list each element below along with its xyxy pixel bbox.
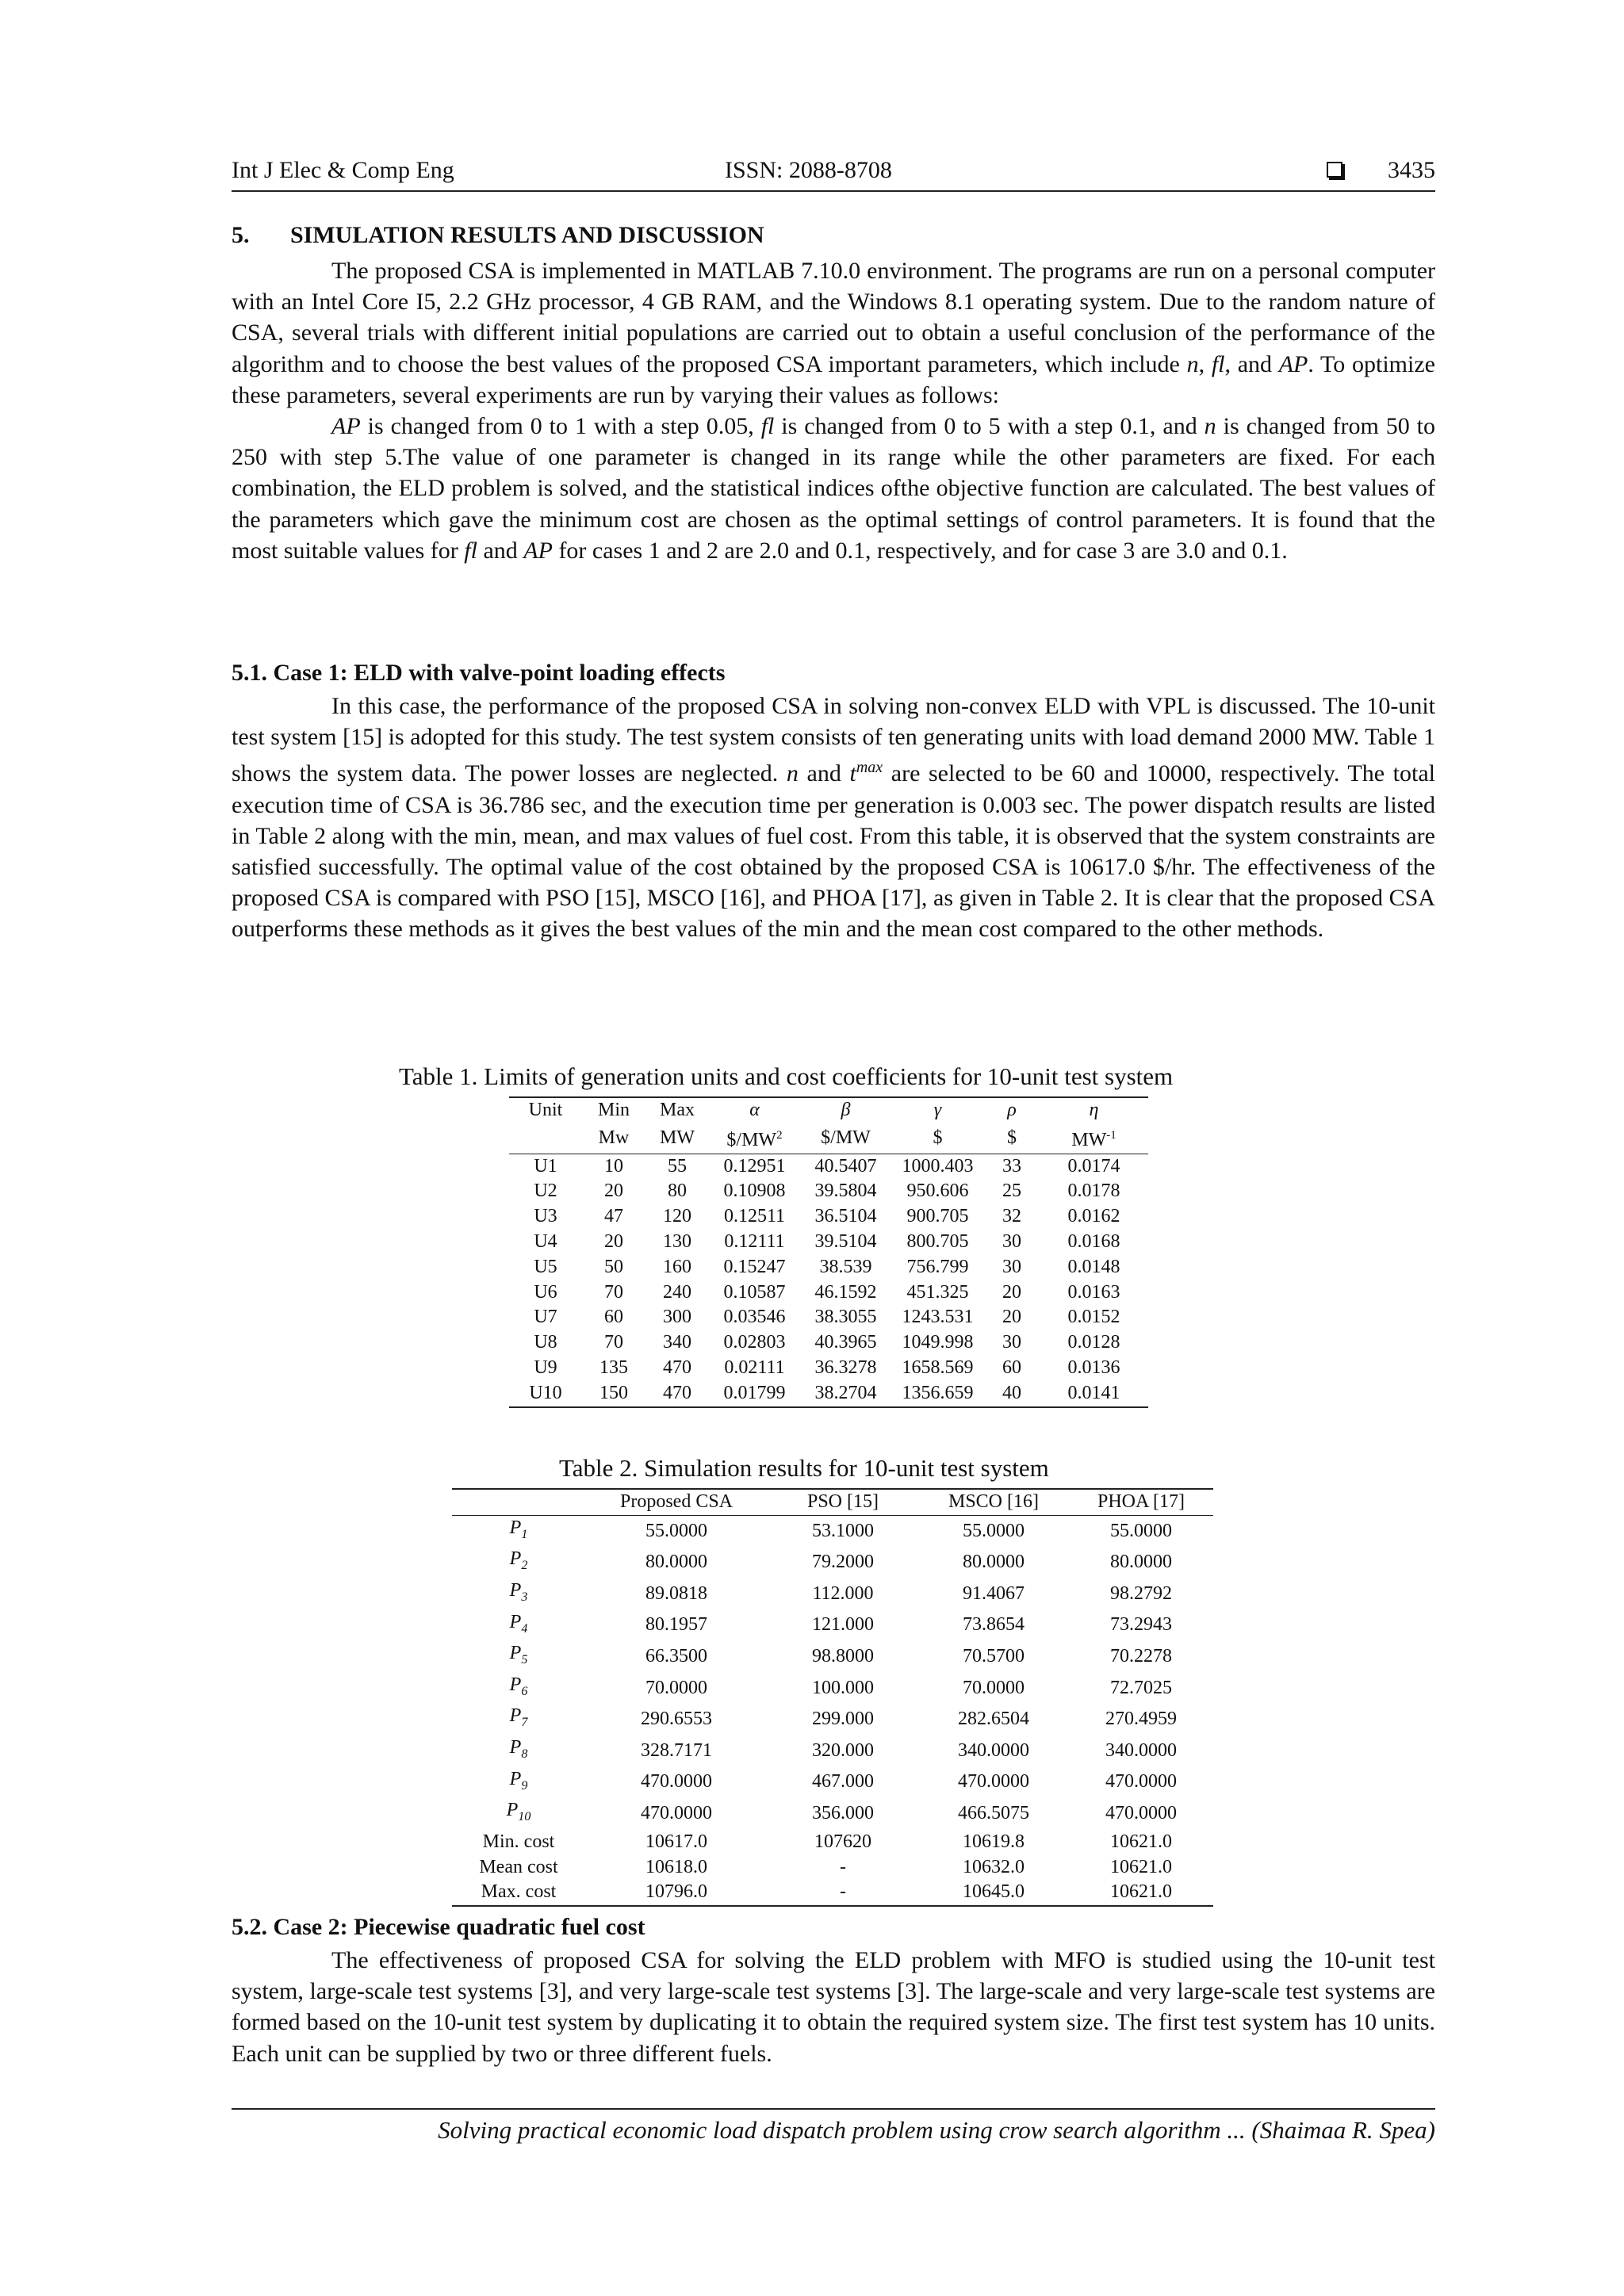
table-cell: 80 <box>668 1181 687 1202</box>
table-cell: 0.12111 <box>724 1230 785 1252</box>
text-run: In this case, the performance of the proposed CSA in solving non-convex ELD with VPL is discussed. The 10-unit test system [15] is adopted for this study. The test system consists of ten generating units with load demand 2000 MW. Table 1 shows the system data. The power losses are neglected. <box>232 693 1435 787</box>
table-cell: 120 <box>663 1206 691 1227</box>
table-cell: 1658.569 <box>902 1357 974 1378</box>
table-1-unit-cell: $ <box>984 1123 1040 1154</box>
running-footer: Solving practical economic load dispatch problem using crow search algorithm ... (Shaimaa R. Spea) <box>232 2108 1435 2145</box>
table-row <box>452 1547 1213 1578</box>
table-cell: 0.0148 <box>1067 1256 1120 1277</box>
table-cell: U10 <box>509 1381 582 1407</box>
row-label: $P_9$ <box>509 1768 528 1793</box>
table-cell: 70.5700 <box>963 1646 1025 1667</box>
table-cell: 38.3055 <box>814 1307 877 1328</box>
section-5-paragraph-2 <box>232 411 1435 566</box>
row-label-subscript: 1 <box>521 1527 528 1541</box>
table-cell: 73.8654 <box>963 1614 1025 1636</box>
text-run: fl <box>1211 350 1225 377</box>
table-cell: 900.705 <box>906 1206 969 1227</box>
table-1-header-cell: η <box>1040 1097 1148 1123</box>
table-cell: U1 <box>534 1155 557 1177</box>
table-cell: 40 <box>984 1381 1040 1407</box>
table-cell: 466.5075 <box>958 1803 1029 1824</box>
row-label: $P_5$ <box>509 1643 528 1667</box>
row-label: Min. cost <box>482 1831 555 1852</box>
table-cell: 72.7025 <box>1110 1677 1172 1698</box>
table-1-unit-cell: $\$/MW^2$ <box>709 1123 800 1154</box>
table-cell: 0.01799 <box>709 1381 800 1407</box>
row-label-subscript: 2 <box>521 1559 528 1573</box>
table-cell: 0.10908 <box>723 1181 786 1202</box>
journal-name: Int J Elec & Comp Eng <box>232 157 454 183</box>
row-label: $P_7$ <box>509 1705 528 1730</box>
table-cell: 39.5104 <box>814 1230 877 1252</box>
section-5-1-paragraph <box>232 691 1435 945</box>
table-row <box>452 1798 1213 1830</box>
table-2-header-cell: Proposed CSA <box>585 1489 768 1515</box>
table-cell: 0.02803 <box>723 1332 786 1353</box>
table-cell: 36.3278 <box>814 1357 877 1378</box>
table-1-header-cell: γ <box>891 1097 984 1123</box>
section-5-paragraph-1 <box>232 255 1435 411</box>
text-run: t <box>849 760 856 787</box>
unit-exponent: -1 <box>1106 1128 1116 1142</box>
text-run: for cases 1 and 2 are 2.0 and 0.1, respectively, and for case 3 are 3.0 and 0.1. <box>552 537 1288 564</box>
table-cell: 107620 <box>814 1831 871 1852</box>
table-cell: 0.0152 <box>1067 1307 1120 1328</box>
table-cell: 1356.659 <box>891 1381 984 1407</box>
section-5-heading <box>232 222 764 249</box>
table-cell: U6 <box>534 1281 557 1303</box>
table-row <box>509 1305 1148 1330</box>
section-5-title: SIMULATION RESULTS AND DISCUSSION <box>290 222 764 248</box>
table-cell: 340.0000 <box>1105 1739 1177 1761</box>
table-cell: 39.5804 <box>814 1181 877 1202</box>
text-run: fl <box>760 413 775 440</box>
text-run: is changed from 0 to 1 with a step 0.05, <box>360 413 761 440</box>
running-header <box>232 154 1435 192</box>
table-cell: 10617.0 <box>645 1831 707 1852</box>
table-1-unit-cell <box>509 1123 582 1154</box>
table-row <box>509 1230 1148 1255</box>
section-5-1-body <box>232 691 1435 945</box>
table-cell: 0.03546 <box>723 1307 786 1328</box>
table-cell: 20 <box>604 1181 623 1202</box>
table-cell: 55.0000 <box>963 1520 1025 1541</box>
table-cell: 98.2792 <box>1110 1582 1172 1604</box>
table-2-caption: Table 2. Simulation results for 10-unit test system <box>559 1454 1049 1482</box>
table-cell: 89.0818 <box>645 1582 707 1604</box>
table-row <box>509 1280 1148 1306</box>
table-cell: U3 <box>534 1206 557 1227</box>
table-cell: 66.3500 <box>645 1646 707 1667</box>
table-row <box>509 1179 1148 1204</box>
table-cell: U2 <box>534 1181 557 1202</box>
table-row <box>452 1735 1213 1767</box>
table-row <box>509 1154 1148 1179</box>
table-cell: 0.0128 <box>1067 1332 1120 1353</box>
table-cell: 756.799 <box>906 1256 969 1277</box>
table-cell: 112.000 <box>812 1582 874 1604</box>
table-row <box>452 1673 1213 1705</box>
row-label: $P_6$ <box>509 1674 528 1698</box>
row-label: $P_1$ <box>509 1517 528 1541</box>
table-cell: 80.0000 <box>1110 1552 1172 1573</box>
row-label: Mean cost <box>479 1856 558 1877</box>
table-row <box>452 1578 1213 1610</box>
row-label-subscript: 4 <box>521 1621 528 1636</box>
table-cell: 47 <box>604 1206 623 1227</box>
table-cell: 0.12951 <box>723 1155 786 1177</box>
table-cell: 356.000 <box>812 1803 874 1824</box>
table-cell: 70.2278 <box>1110 1646 1172 1667</box>
table-cell: 1049.998 <box>902 1332 974 1353</box>
table-cell: 800.705 <box>906 1230 969 1252</box>
table-1-unit-cell: MW <box>645 1123 709 1154</box>
table-cell: 38.539 <box>819 1256 872 1277</box>
table-cell: 470.0000 <box>1105 1803 1177 1824</box>
table-cell: 0.02111 <box>724 1357 785 1378</box>
row-label: $P_8$ <box>509 1736 528 1761</box>
table-cell: 20 <box>1002 1281 1021 1303</box>
table-row <box>509 1356 1148 1381</box>
table-1-header-cell: Min <box>582 1097 645 1123</box>
table-cell: 10645.0 <box>918 1880 1069 1906</box>
table-row <box>509 1255 1148 1280</box>
table-cell: 70 <box>604 1281 623 1303</box>
table-cell: 98.8000 <box>812 1646 874 1667</box>
table-cell: 10632.0 <box>963 1856 1025 1877</box>
table-cell: 10621.0 <box>1069 1880 1213 1906</box>
table-cell: U9 <box>534 1357 557 1378</box>
table-2-header-row <box>452 1489 1213 1515</box>
table-2 <box>452 1488 1213 1907</box>
table-cell: 73.2943 <box>1110 1614 1172 1636</box>
table-cell: 470.0000 <box>641 1803 712 1824</box>
table-cell: 55.0000 <box>645 1520 707 1541</box>
page-number: 3435 <box>1388 157 1435 183</box>
table-cell: 320.000 <box>812 1739 874 1761</box>
table-row <box>452 1610 1213 1642</box>
table-cell: 0.0163 <box>1067 1281 1120 1303</box>
table-cell: 30 <box>1002 1230 1021 1252</box>
table-cell: 0.0168 <box>1067 1230 1120 1252</box>
text-run: AP <box>331 413 361 440</box>
row-label-subscript: 7 <box>521 1716 528 1730</box>
table-cell: 0.0136 <box>1067 1357 1120 1378</box>
section-5-2-paragraph: The effectiveness of proposed CSA for solving the ELD problem with MFO is studied using the 10-unit test system, large-scale test systems [3], and very large-scale test systems [3]. The large-scale and very large-scale test systems are formed based on the 10-unit test system by duplicating it to obtain the required system size. The first test system has 10 units. Each unit can be supplied by two or three different fuels. <box>232 1947 1435 2067</box>
row-label: $P_3$ <box>509 1579 528 1604</box>
table-cell: 0.0162 <box>1067 1206 1120 1227</box>
table-2-header-cell: PSO [15] <box>768 1489 918 1515</box>
table-cell: 299.000 <box>812 1709 874 1730</box>
table-1-header-row <box>509 1097 1148 1123</box>
table-cell: 10618.0 <box>645 1856 707 1877</box>
table-cell: 80.0000 <box>963 1552 1025 1573</box>
table-cell: 470.0000 <box>1105 1771 1177 1793</box>
table-cell: 46.1592 <box>814 1281 877 1303</box>
table-2-header-cell <box>452 1489 585 1515</box>
table-row <box>509 1381 1148 1407</box>
text-run: n <box>1186 350 1199 377</box>
table-cell: 470.0000 <box>958 1771 1029 1793</box>
table-cell: 340 <box>663 1332 691 1353</box>
table-cell: 30 <box>1002 1256 1021 1277</box>
table-cell: 100.000 <box>812 1677 874 1698</box>
table-cell: 451.325 <box>906 1281 969 1303</box>
table-cell: 70.0000 <box>645 1677 707 1698</box>
table-cell: 0.15247 <box>723 1256 786 1277</box>
row-label-subscript: 9 <box>521 1778 528 1793</box>
row-label-subscript: 8 <box>521 1747 528 1761</box>
table-cell: 1243.531 <box>902 1307 974 1328</box>
issn: ISSN: 2088-8708 <box>725 157 892 183</box>
table-1-unit-row <box>509 1123 1148 1154</box>
row-label-subscript: 5 <box>521 1652 528 1667</box>
table-row <box>509 1330 1148 1356</box>
table-cell: 10619.8 <box>963 1831 1025 1852</box>
table-1-header-cell: Max <box>645 1097 709 1123</box>
table-cell: 30 <box>1002 1332 1021 1353</box>
text-run: , and <box>1224 350 1279 377</box>
table-1-header-cell: ρ <box>984 1097 1040 1123</box>
table-1-caption: Table 1. Limits of generation units and cost coefficients for 10-unit test system <box>399 1062 1174 1090</box>
table-cell: 70 <box>604 1332 623 1353</box>
table-cell: 470.0000 <box>641 1771 712 1793</box>
row-label-subscript: 6 <box>521 1684 528 1698</box>
table-cell: 950.606 <box>906 1181 969 1202</box>
table-cell: 0.0141 <box>1040 1381 1148 1407</box>
unit-exponent: 2 <box>776 1128 783 1142</box>
table-1-unit-cell: $ <box>891 1123 984 1154</box>
row-label: $P_2$ <box>509 1548 528 1573</box>
table-1-unit-cell: $MW^{-1}$ <box>1040 1123 1148 1154</box>
table-cell: 470 <box>645 1381 709 1407</box>
table-cell: 36.5104 <box>814 1206 877 1227</box>
text-run: n <box>1204 413 1216 440</box>
text-run: . To optimize these parameters, several experiments are run by varying their values as follows: <box>232 350 1435 408</box>
table-1-unit-cell: $/MW <box>800 1123 891 1154</box>
table-cell: 10621.0 <box>1110 1831 1172 1852</box>
table-cell: 25 <box>1002 1181 1021 1202</box>
section-5-number: 5. <box>232 222 250 248</box>
section-5-body <box>232 255 1435 566</box>
table-cell: 282.6504 <box>958 1709 1029 1730</box>
table-cell: 470 <box>663 1357 691 1378</box>
table-cell: 0.12511 <box>723 1206 786 1227</box>
row-label-subscript: 10 <box>518 1809 531 1823</box>
text-run: is changed from 50 to 250 with step 5.The value of one parameter is changed in its range while the other parameters are fixed. For each combination, the ELD problem is solved, and the statistical indices ofthe objective function are calculated. The best values of the parameters which gave the minimum cost are chosen as the optimal settings of control parameters. It is found that the most suitable values for <box>232 413 1436 564</box>
text-run: fl <box>464 537 477 564</box>
table-cell: 270.4959 <box>1105 1709 1177 1730</box>
table-row <box>452 1830 1213 1855</box>
table-2-header-cell: PHOA [17] <box>1069 1489 1213 1515</box>
table-cell: 70.0000 <box>963 1677 1025 1698</box>
text-run: n <box>786 760 799 787</box>
text-run: The proposed CSA is implemented in MATLAB 7.10.0 environment. The programs are run on a personal computer with an Intel Core I5, 2.2 GHz processor, 4 GB RAM, and the Windows 8.1 operating system. Due to the random nature of CSA, several trials with different initial populations are carried out to obtain a useful conclusion of the performance of the algorithm and to choose the best values of the proposed CSA important parameters, which include <box>232 258 1435 377</box>
table-cell: 50 <box>604 1256 623 1277</box>
table-cell: U5 <box>534 1256 557 1277</box>
row-label: $P_{10}$ <box>506 1800 531 1823</box>
table-cell: 0.0178 <box>1067 1181 1120 1202</box>
table-row <box>452 1767 1213 1799</box>
table-cell: 55.0000 <box>1110 1520 1172 1541</box>
table-cell: - <box>768 1880 918 1906</box>
table-cell: 40.3965 <box>814 1332 877 1353</box>
table-cell: 32 <box>1002 1206 1021 1227</box>
table-cell: 160 <box>663 1256 691 1277</box>
table-cell: U7 <box>534 1307 557 1328</box>
text-run: are selected to be 60 and 10000, respectively. The total execution time of CSA is 36.786 sec, and the execution time per generation is 0.003 sec. The power dispatch results are listed in Table 2 along with the min, mean, and max values of fuel cost. From this table, it is observed that the system constraints are satisfied successfully. The optimal value of the cost obtained by the proposed CSA is 10617.0 $/hr. The effectiveness of the proposed CSA is compared with PSO [15], MSCO [16], and PHOA [17], as given in Table 2. It is clear that the proposed CSA outperforms these methods as it gives the best values of the min and the mean cost compared to the other methods. <box>232 760 1435 943</box>
table-1-unit-cell: Mw <box>582 1123 645 1154</box>
table-cell: 80.1957 <box>645 1614 707 1636</box>
table-cell: 20 <box>1002 1307 1021 1328</box>
text-run: max <box>856 759 883 777</box>
table-cell: 130 <box>663 1230 691 1252</box>
table-cell: 55 <box>668 1155 687 1177</box>
table-cell: 53.1000 <box>812 1520 874 1541</box>
table-row <box>452 1704 1213 1735</box>
table-cell: 60 <box>1002 1357 1021 1378</box>
table-cell: 290.6553 <box>641 1709 712 1730</box>
row-label: Max. cost <box>452 1880 585 1906</box>
table-cell: 10796.0 <box>585 1880 768 1906</box>
table-cell: 135 <box>599 1357 628 1378</box>
table-cell: 300 <box>663 1307 691 1328</box>
text-run: , <box>1198 350 1212 377</box>
table-cell: 38.2704 <box>800 1381 891 1407</box>
box-bullet-icon <box>1327 162 1342 178</box>
table-cell: 10621.0 <box>1110 1856 1172 1877</box>
table-cell: 340.0000 <box>958 1739 1029 1761</box>
table-cell: U8 <box>534 1332 557 1353</box>
table-1-header-cell: α <box>709 1097 800 1123</box>
table-cell: 121.000 <box>812 1614 874 1636</box>
section-5-2-heading: 5.2. Case 2: Piecewise quadratic fuel cost <box>232 1914 645 1940</box>
table-1 <box>509 1096 1148 1408</box>
table-cell: 40.5407 <box>814 1155 877 1177</box>
text-run: AP <box>1278 350 1308 377</box>
table-cell: U4 <box>534 1230 557 1252</box>
table-cell: 33 <box>1002 1155 1021 1177</box>
table-cell: 0.10587 <box>723 1281 786 1303</box>
table-cell: 240 <box>663 1281 691 1303</box>
table-row <box>452 1641 1213 1673</box>
table-2-header-cell: MSCO [16] <box>918 1489 1069 1515</box>
table-cell: 1000.403 <box>902 1155 974 1177</box>
row-label: $P_4$ <box>509 1611 528 1636</box>
table-row <box>452 1855 1213 1881</box>
text-run: AP <box>523 537 553 564</box>
table-row <box>452 1515 1213 1547</box>
text-run: and <box>798 760 850 787</box>
table-cell: 20 <box>604 1230 623 1252</box>
section-5-2-body <box>232 1945 1435 2069</box>
table-cell: 80.0000 <box>645 1552 707 1573</box>
table-cell: 91.4067 <box>963 1582 1025 1604</box>
row-label-subscript: 3 <box>521 1590 528 1604</box>
table-row <box>452 1880 1213 1906</box>
table-cell: 150 <box>582 1381 645 1407</box>
table-cell: 0.0174 <box>1067 1155 1120 1177</box>
section-5-1-heading: 5.1. Case 1: ELD with valve-point loading effects <box>232 660 726 686</box>
table-cell: 467.000 <box>812 1771 874 1793</box>
text-run: and <box>477 537 524 564</box>
table-cell: 60 <box>604 1307 623 1328</box>
table-cell: 328.7171 <box>641 1739 712 1761</box>
table-1-header-cell: Unit <box>509 1097 582 1123</box>
table-1-header-cell: β <box>800 1097 891 1123</box>
text-run: is changed from 0 to 5 with a step 0.1, and <box>774 413 1205 440</box>
table-cell: 79.2000 <box>812 1552 874 1573</box>
table-row <box>509 1204 1148 1230</box>
table-cell: 10 <box>604 1155 623 1177</box>
table-cell: - <box>840 1856 846 1877</box>
